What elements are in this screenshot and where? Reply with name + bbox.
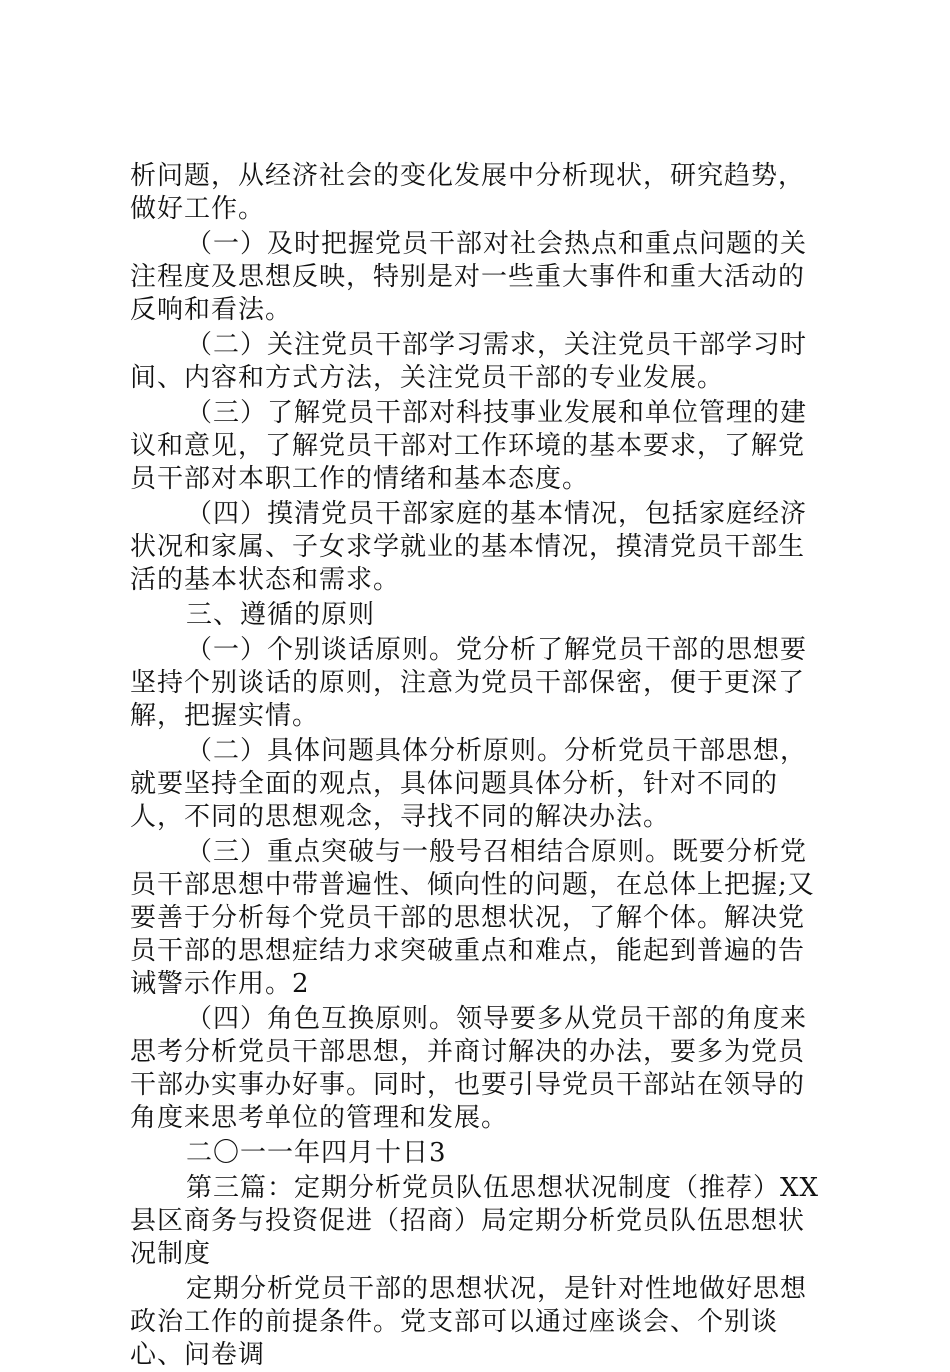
date-line: 二〇一一年四月十日3 — [186, 1138, 447, 1168]
paragraph-7: （一）个别谈话原则。党分析了解党员干部的思想要坚持个别谈话的原则，注意为党员干部保密，便于更深了解，把握实情。 — [130, 635, 808, 731]
paragraph-8: （二）具体问题具体分析原则。分析党员干部思想，就要坚持全面的观点，具体问题具体分析，针对不同的人，不同的思想观念，寻找不同的解决办法。 — [130, 736, 808, 832]
paragraph-3: （二）关注党员干部学习需求，关注党员干部学习时间、内容和方式方法，关注党员干部的专业发展。 — [130, 330, 808, 393]
paragraph-4: （三）了解党员干部对科技事业发展和单位管理的建议和意见，了解党员干部对工作环境的基本要求，了解党员干部对本职工作的情绪和基本态度。 — [130, 398, 808, 494]
paragraph-2: （一）及时把握党员干部对社会热点和重点问题的关注程度及思想反映，特别是对一些重大事件和重大活动的反响和看法。 — [130, 229, 808, 325]
paragraph-5: （四）摸清党员干部家庭的基本情况，包括家庭经济状况和家属、子女求学就业的基本情况，摸清党员干部生活的基本状态和需求。 — [130, 499, 808, 595]
paragraph-1: 析问题，从经济社会的变化发展中分析现状，研究趋势，做好工作。 — [130, 161, 806, 224]
paragraph-10: （四）角色互换原则。领导要多从党员干部的角度来思考分析党员干部思想，并商讨解决的办法，要多为党员干部办实事办好事。同时，也要引导党员干部站在领导的角度来思考单位的管理和发展。 — [130, 1004, 808, 1133]
section-heading: 三、遵循的原则 — [186, 600, 376, 630]
paragraph-13: 定期分析党员干部的思想状况，是针对性地做好思想政治工作的前提条件。党支部可以通过座谈会、个别谈心、问卷调 — [130, 1274, 808, 1370]
chapter-title: 第三篇：定期分析党员队伍思想状况制度（推荐）XX县区商务与投资促进（招商）局定期分析党员队伍思想状况制度 — [130, 1173, 820, 1269]
paragraph-9: （三）重点突破与一般号召相结合原则。既要分析党员干部思想中带普遍性、倾向性的问题，在总体上把握;又要善于分析每个党员干部的思想状况，了解个体。解决党员干部的思想症结力求突破重点和难点，能起到普遍的告诫警示作用。2 — [130, 837, 815, 999]
document-body — [130, 160, 830, 1372]
